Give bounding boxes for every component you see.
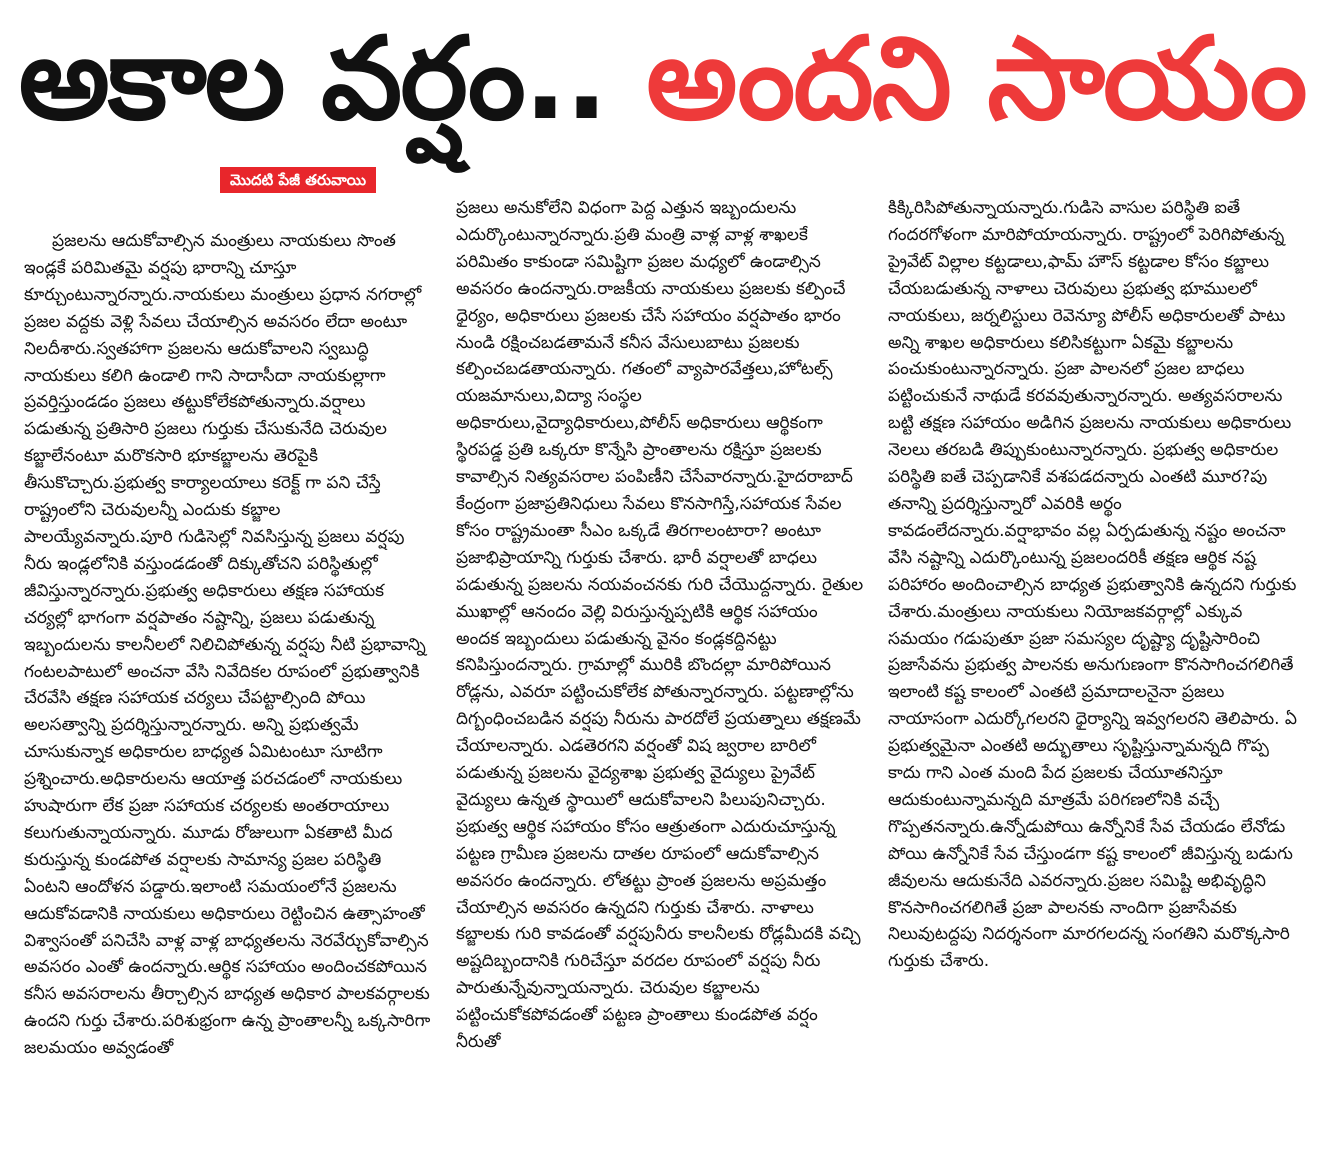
continuation-label: మొదటి పేజీ తరువాయి — [220, 167, 376, 193]
article-column-3 — [888, 195, 1298, 1115]
article-text-column-1: ప్రజలను ఆదుకోవాల్సిన మంత్రులు నాయకులు సొంత ఇండ్లకే పరిమితమై వర్షపు భారాన్ని చూస్తూ కూర్చుంటున్నారన్నారు.నాయకులు మంత్రులు ప్రధాన నగరాల్లో ప్రజల వద్దకు వెళ్లి సేవలు చేయాల్సిన అవసరం లేదా అంటూ నిలదీశారు.స్వతహాగా ప్రజలను ఆదుకోవాలని స్వబుద్ధి నాయకులు కలిగి ఉండాలి గాని సాదాసీదా నాయకుల్లాగా ప్రవర్తిస్తుండడం ప్రజలు తట్టుకోలేకపోతున్నారు.వర్షాలు పడుతున్న ప్రతిసారి ప్రజలు గుర్తుకు చేసుకునేది చెరువుల కబ్జాలేనంటూ మరొకసారి భూకబ్జాలను తెరపైకి తీసుకొచ్చారు.ప్రభుత్వ కార్యాలయాలు కరెక్ట్ గా పని చేస్తే రాష్ట్రంలోని చెరువులన్నీ ఎందుకు కబ్జాల పాలయ్యేవన్నారు.పూరి గుడిసెల్లో నివసిస్తున్న ప్రజలు వర్షపు నీరు ఇండ్లలోనికి వస్తుండడంతో దిక్కుతోచని పరిస్థితుల్లో జీవిస్తున్నారన్నారు.ప్రభుత్వ అధికారులు తక్షణ సహాయక చర్యల్లో భాగంగా వర్షపాతం నష్టాన్ని, ప్రజలు పడుతున్న ఇబ్బందులను కాలనీలలో నిలిచిపోతున్న వర్షపు నీటి ప్రభావాన్ని గంటలపాటులో అంచనా వేసి నివేదికల రూపంలో ప్రభుత్వానికి చేరవేసి తక్షణ సహాయక చర్యలు చేపట్టాల్సింది పోయి అలసత్వాన్ని ప్రదర్శిస్తున్నారన్నారు. అన్ని ప్రభుత్వమే చూసుకున్నాక అధికారుల బాధ్యత ఏమిటంటూ సూటిగా ప్రశ్నించారు.అధికారులను ఆయాత్త పరచడంలో నాయకులు హుషారుగా లేక ప్రజా సహాయక చర్యలకు అంతరాయాలు కలుగుతున్నాయన్నారు. మూడు రోజులుగా ఏకతాటి మీద కురుస్తున్న కుండపోత వర్షాలకు సామాన్య ప్రజల పరిస్థితి ఏంటని ఆందోళన పడ్డారు.ఇలాంటి సమయంలోనే ప్రజలను ఆదుకోవడానికి నాయకులు అధికారులు రెట్టించిన ఉత్సాహంతో విశ్వాసంతో పనిచేసి వాళ్ల వాళ్ల బాధ్యతలను నెరవేర్చుకోవాల్సిన అవసరం ఎంతో ఉందన్నారు.ఆర్థిక సహాయం అందించకపోయిన కనీస అవసరాలను తీర్చాల్సిన బాధ్యత అధికార పాలకవర్గాలకు ఉందని గుర్తు చేశారు.పరిశుభ్రంగా ఉన్న ప్రాంతాలన్నీ ఒక్కసారిగా జలమయం అవ్వడంతో — [24, 231, 431, 1059]
headline — [10, 4, 1314, 154]
article-text-column-3: కిక్కిరిసిపోతున్నాయన్నారు.గుడిసె వాసుల పరిస్థితి ఐతే గందరగోళంగా మారిపోయాయన్నారు. రాష్ట్రంలో పెరిగిపోతున్న ప్రైవేట్ విల్లాల కట్టడాలు,ఫామ్ హౌస్ కట్టడాల కోసం కబ్జాలు చేయబడుతున్న నాళాలు చెరువులు ప్రభుత్వ భూములలో నాయకులు, జర్నలిస్టులు రెవెన్యూ పోలీస్ అధికారులతో పాటు అన్ని శాఖల అధికారులు కలిసికట్టుగా ఏకమై కబ్జాలను పంచుకుంటున్నారన్నారు. ప్రజా పాలనలో ప్రజల బాధలు పట్టించుకునే నాథుడే కరవవుతున్నారన్నారు. అత్యవసరాలను బట్టి తక్షణ సహాయం అడిగిన ప్రజలను నాయకులు అధికారులు నెలలు తరబడి తిప్పుకుంటున్నారన్నారు. ప్రభుత్వ అధికారుల పరిస్థితి ఐతే చెప్పడానికే వశపడదన్నారు ఎంతటి మూర?పు తనాన్ని ప్రదర్శిస్తున్నారో ఎవరికి అర్థం కావడంలేదన్నారు.వర్షాభావం వల్ల ఏర్పడుతున్న నష్టం అంచనా వేసి నష్టాన్ని ఎదుర్కొంటున్న ప్రజలందరికీ తక్షణ ఆర్థిక నష్ట పరిహారం అందించాల్సిన బాధ్యత ప్రభుత్వానికి ఉన్నదని గుర్తుకు చేశారు.మంత్రులు నాయకులు నియోజకవర్గాల్లో ఎక్కువ సమయం గడుపుతూ ప్రజా సమస్యల దృష్ట్యా దృష్టిసారించి ప్రజాసేవను ప్రభుత్వ పాలనకు అనుగుణంగా కొనసాగించగలిగితే ఇలాంటి కష్ట కాలంలో ఎంతటి ప్రమాదాలనైనా ప్రజలు నాయాసంగా ఎదుర్కోగలరని ధైర్యాన్ని ఇవ్వగలరని తెలిపారు. ఏ ప్రభుత్వమైనా ఎంతటి అద్భుతాలు సృష్టిస్తున్నామన్నది గొప్ప కాదు గాని ఎంత మంది పేద ప్రజలకు చేయూతనిస్తూ ఆదుకుంటున్నామన్నది మాత్రమే పరిగణలోనికి వచ్చే గొప్పతనన్నారు.ఉన్నోడుపోయి ఉన్నోనికే సేవ చేయడం లేనోడు పోయి ఉన్నోనికే సేవ చేస్తుండగా కష్ట కాలంలో జీవిస్తున్న బడుగు జీవులను ఆదుకునేది ఎవరన్నారు.ప్రజల సమిష్టి అభివృద్ధిని కొనసాగించగలిగితే ప్రజా పాలనకు నాందిగా ప్రజాసేవకు నిలువుటద్దపు నిదర్శనంగా మారగలదన్న సంగతిని మరొక్కసారి గుర్తుకు చేశారు. — [888, 198, 1297, 972]
article-text-column-2: ప్రజలు అనుకోలేని విధంగా పెద్ద ఎత్తున ఇబ్బందులను ఎదుర్కొంటున్నారన్నారు.ప్రతి మంత్రి వాళ్ల వాళ్ల శాఖలకే పరిమితం కాకుండా సమిష్టిగా ప్రజల మధ్యలో ఉండాల్సిన అవసరం ఉందన్నారు.రాజకీయ నాయకులు ప్రజలకు కల్పించే ధైర్యం, అధికారులు ప్రజలకు చేసే సహాయం వర్షపాతం భారం నుండి రక్షించబడతామనే కనీస వేసులుబాటు ప్రజలకు కల్పించబడతాయన్నారు. గతంలో వ్యాపారవేత్తలు,హోటల్స్ యజమానులు,విద్యా సంస్థల అధికారులు,వైద్యాధికారులు,పోలీస్ అధికారులు ఆర్థికంగా స్థిరపడ్డ ప్రతి ఒక్కరూ కొన్నేసి ప్రాంతాలను రక్షిస్తూ ప్రజలకు కావాల్సిన నిత్యవసరాల పంపిణీని చేసేవారన్నారు.హైదరాబాద్ కేంద్రంగా ప్రజాప్రతినిధులు సేవలు కొనసాగిస్తే,సహాయక సేవల కోసం రాష్ట్రమంతా సీఎం ఒక్కడే తిరగాలంటారా? అంటూ ప్రజాభిప్రాయాన్ని గుర్తుకు చేశారు. భారీ వర్షాలతో బాధలు పడుతున్న ప్రజలను నయవంచనకు గురి చేయొద్దన్నారు. రైతుల ముఖాల్లో ఆనందం వెల్లి విరుస్తున్నప్పటికి ఆర్థిక సహాయం అందక ఇబ్బందులు పడుతున్న వైనం కండ్లకద్దినట్టు కనిపిస్తుందన్నారు. గ్రామాల్లో మురికి బొందల్లా మారిపోయిన రోడ్లను, ఎవరూ పట్టించుకోలేక పోతున్నారన్నారు. పట్టణాల్లోను దిగ్బంధించబడిన వర్షపు నీరును పారదోలే ప్రయత్నాలు తక్షణమే చేయాలన్నారు. ఎడతెరగని వర్షంతో విష జ్వరాల బారిలో పడుతున్న ప్రజలను వైద్యశాఖ ప్రభుత్వ వైద్యులు ప్రైవేట్ వైద్యులు ఉన్నత స్థాయిలో ఆదుకోవాలని పిలుపునిచ్చారు. ప్రభుత్వ ఆర్థిక సహాయం కోసం ఆత్రుతంగా ఎదురుచూస్తున్న పట్టణ గ్రామీణ ప్రజలను దాతల రూపంలో ఆదుకోవాల్సిన అవసరం ఉందన్నారు. లోతట్టు ప్రాంత ప్రజలను అప్రమత్తం చేయాల్సిన అవసరం ఉన్నదని గుర్తుకు చేశారు. నాళాలు కబ్జాలకు గురి కావడంతో వర్షపునీరు కాలనీలకు రోడ్లమీదకి వచ్చి అష్టదిబ్బందానికి గురిచేస్తూ వరదల రూపంలో వర్షపు నీరు పారుతున్నేవున్నాయన్నారు. చెరువుల కబ్జాలను పట్టించుకోకపోవడంతో పట్టణ ప్రాంతాలు కుండపోత వర్షం నీరుతో — [456, 198, 864, 1053]
article-column-2 — [456, 195, 864, 1145]
article-column-1 — [24, 228, 432, 1148]
headline-part-1: అకాల వర్షం.. — [18, 12, 607, 145]
headline-part-2: అందని సాయం — [646, 12, 1306, 145]
